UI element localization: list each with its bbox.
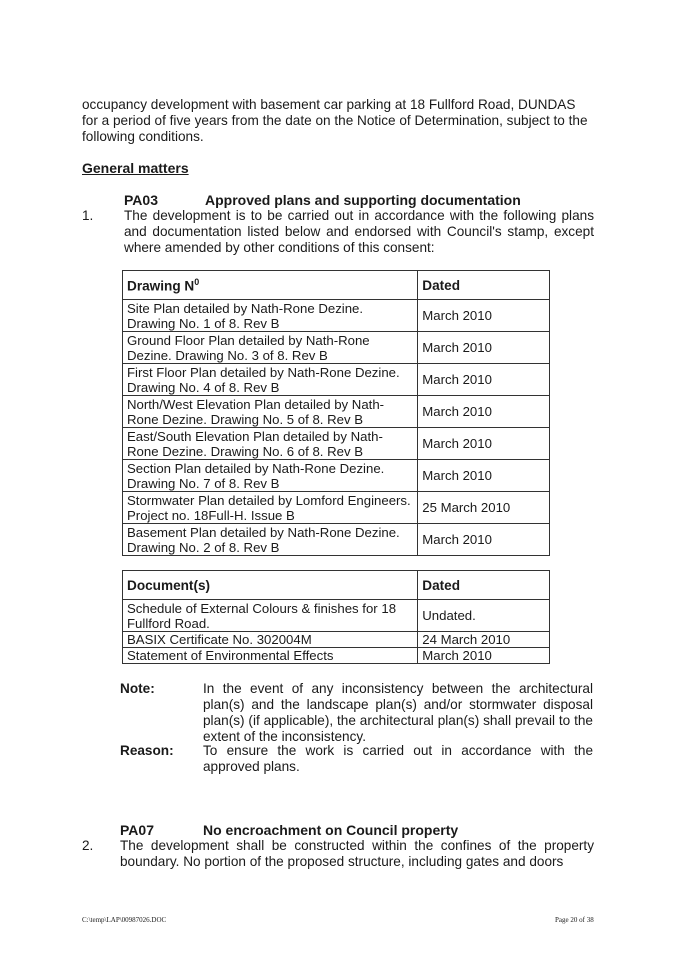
table-cell: Ground Floor Plan detailed by Nath-Rone Dezine. Drawing No. 3 of 8. Rev B — [123, 332, 418, 364]
table-cell: Stormwater Plan detailed by Lomford Engineers. Project no. 18Full-H. Issue B — [123, 492, 418, 524]
table-cell: 24 March 2010 — [418, 632, 550, 648]
table-cell: East/South Elevation Plan detailed by Nath-Rone Dezine. Drawing No. 6 of 8. Rev B — [123, 428, 418, 460]
table-row — [123, 396, 550, 428]
table-cell: March 2010 — [418, 396, 550, 428]
column-header: Drawing $N^0$ — [123, 271, 418, 300]
reason-label: Reason: — [120, 743, 174, 758]
table-header-row — [123, 571, 550, 600]
table-cell: March 2010 — [418, 460, 550, 492]
table-cell: Statement of Environmental Effects — [123, 648, 418, 664]
table-row — [123, 648, 550, 664]
condition-title: Approved plans and supporting documentation — [205, 192, 521, 208]
condition-number: 2. — [82, 838, 94, 853]
column-header: Dated — [418, 271, 550, 300]
table-header-row — [123, 271, 550, 300]
condition-code: PA07 — [120, 822, 154, 838]
table-cell: March 2010 — [418, 332, 550, 364]
table-cell: 25 March 2010 — [418, 492, 550, 524]
table-cell: March 2010 — [418, 428, 550, 460]
footer-file-path: C:\temp\LAP\00987026.DOC — [82, 916, 167, 924]
table-row — [123, 364, 550, 396]
condition-text: The development shall be constructed within the confines of the property boundary. No portion of the proposed structure, including gates and doors — [120, 838, 594, 869]
intro-paragraph: occupancy development with basement car parking at 18 Fullford Road, DUNDAS for a period of five years from the date on the Notice of Determination, subject to the following conditions. — [82, 97, 588, 144]
table-row — [123, 332, 550, 364]
table-row — [123, 600, 550, 632]
table-cell: Site Plan detailed by Nath-Rone Dezine. Drawing No. 1 of 8. Rev B — [123, 300, 418, 332]
table-cell: March 2010 — [418, 648, 550, 664]
documents-table — [122, 570, 550, 664]
table-cell: BASIX Certificate No. 302004M — [123, 632, 418, 648]
condition-code: PA03 — [124, 192, 158, 208]
table-cell: March 2010 — [418, 364, 550, 396]
condition-number: 1. — [82, 208, 94, 223]
condition-title: No encroachment on Council property — [203, 822, 459, 838]
table-cell: Undated. — [418, 600, 550, 632]
condition-text: The development is to be carried out in accordance with the following plans and documentation listed below and endorsed with Council's stamp, except where amended by other conditions of this consent: — [124, 208, 594, 255]
table-row — [123, 460, 550, 492]
table-row — [123, 492, 550, 524]
table-cell: Section Plan detailed by Nath-Rone Dezine. Drawing No. 7 of 8. Rev B — [123, 460, 418, 492]
column-header: Dated — [418, 571, 550, 600]
table-cell: First Floor Plan detailed by Nath-Rone Dezine. Drawing No. 4 of 8. Rev B — [123, 364, 418, 396]
note-label: Note: — [120, 681, 155, 696]
table-cell: Basement Plan detailed by Nath-Rone Dezine. Drawing No. 2 of 8. Rev B — [123, 524, 418, 556]
drawings-table — [122, 270, 550, 556]
table-row — [123, 524, 550, 556]
table-row — [123, 428, 550, 460]
table-cell: North/West Elevation Plan detailed by Nath-Rone Dezine. Drawing No. 5 of 8. Rev B — [123, 396, 418, 428]
table-row — [123, 300, 550, 332]
table-cell: March 2010 — [418, 524, 550, 556]
table-row — [123, 632, 550, 648]
section-heading: General matters — [82, 160, 189, 176]
reason-text: To ensure the work is carried out in accordance with the approved plans. — [203, 743, 593, 774]
note-text: In the event of any inconsistency between the architectural plan(s) and the landscape plan(s) and/or stormwater disposal plan(s) (if applicable), the architectural plan(s) shall prevail to the extent of the inconsistency. — [203, 681, 593, 744]
table-cell: Schedule of External Colours & finishes for 18 Fullford Road. — [123, 600, 418, 632]
column-header: Document(s) — [123, 571, 418, 600]
table-cell: March 2010 — [418, 300, 550, 332]
footer-page-number: Page 20 of 38 — [555, 916, 594, 924]
